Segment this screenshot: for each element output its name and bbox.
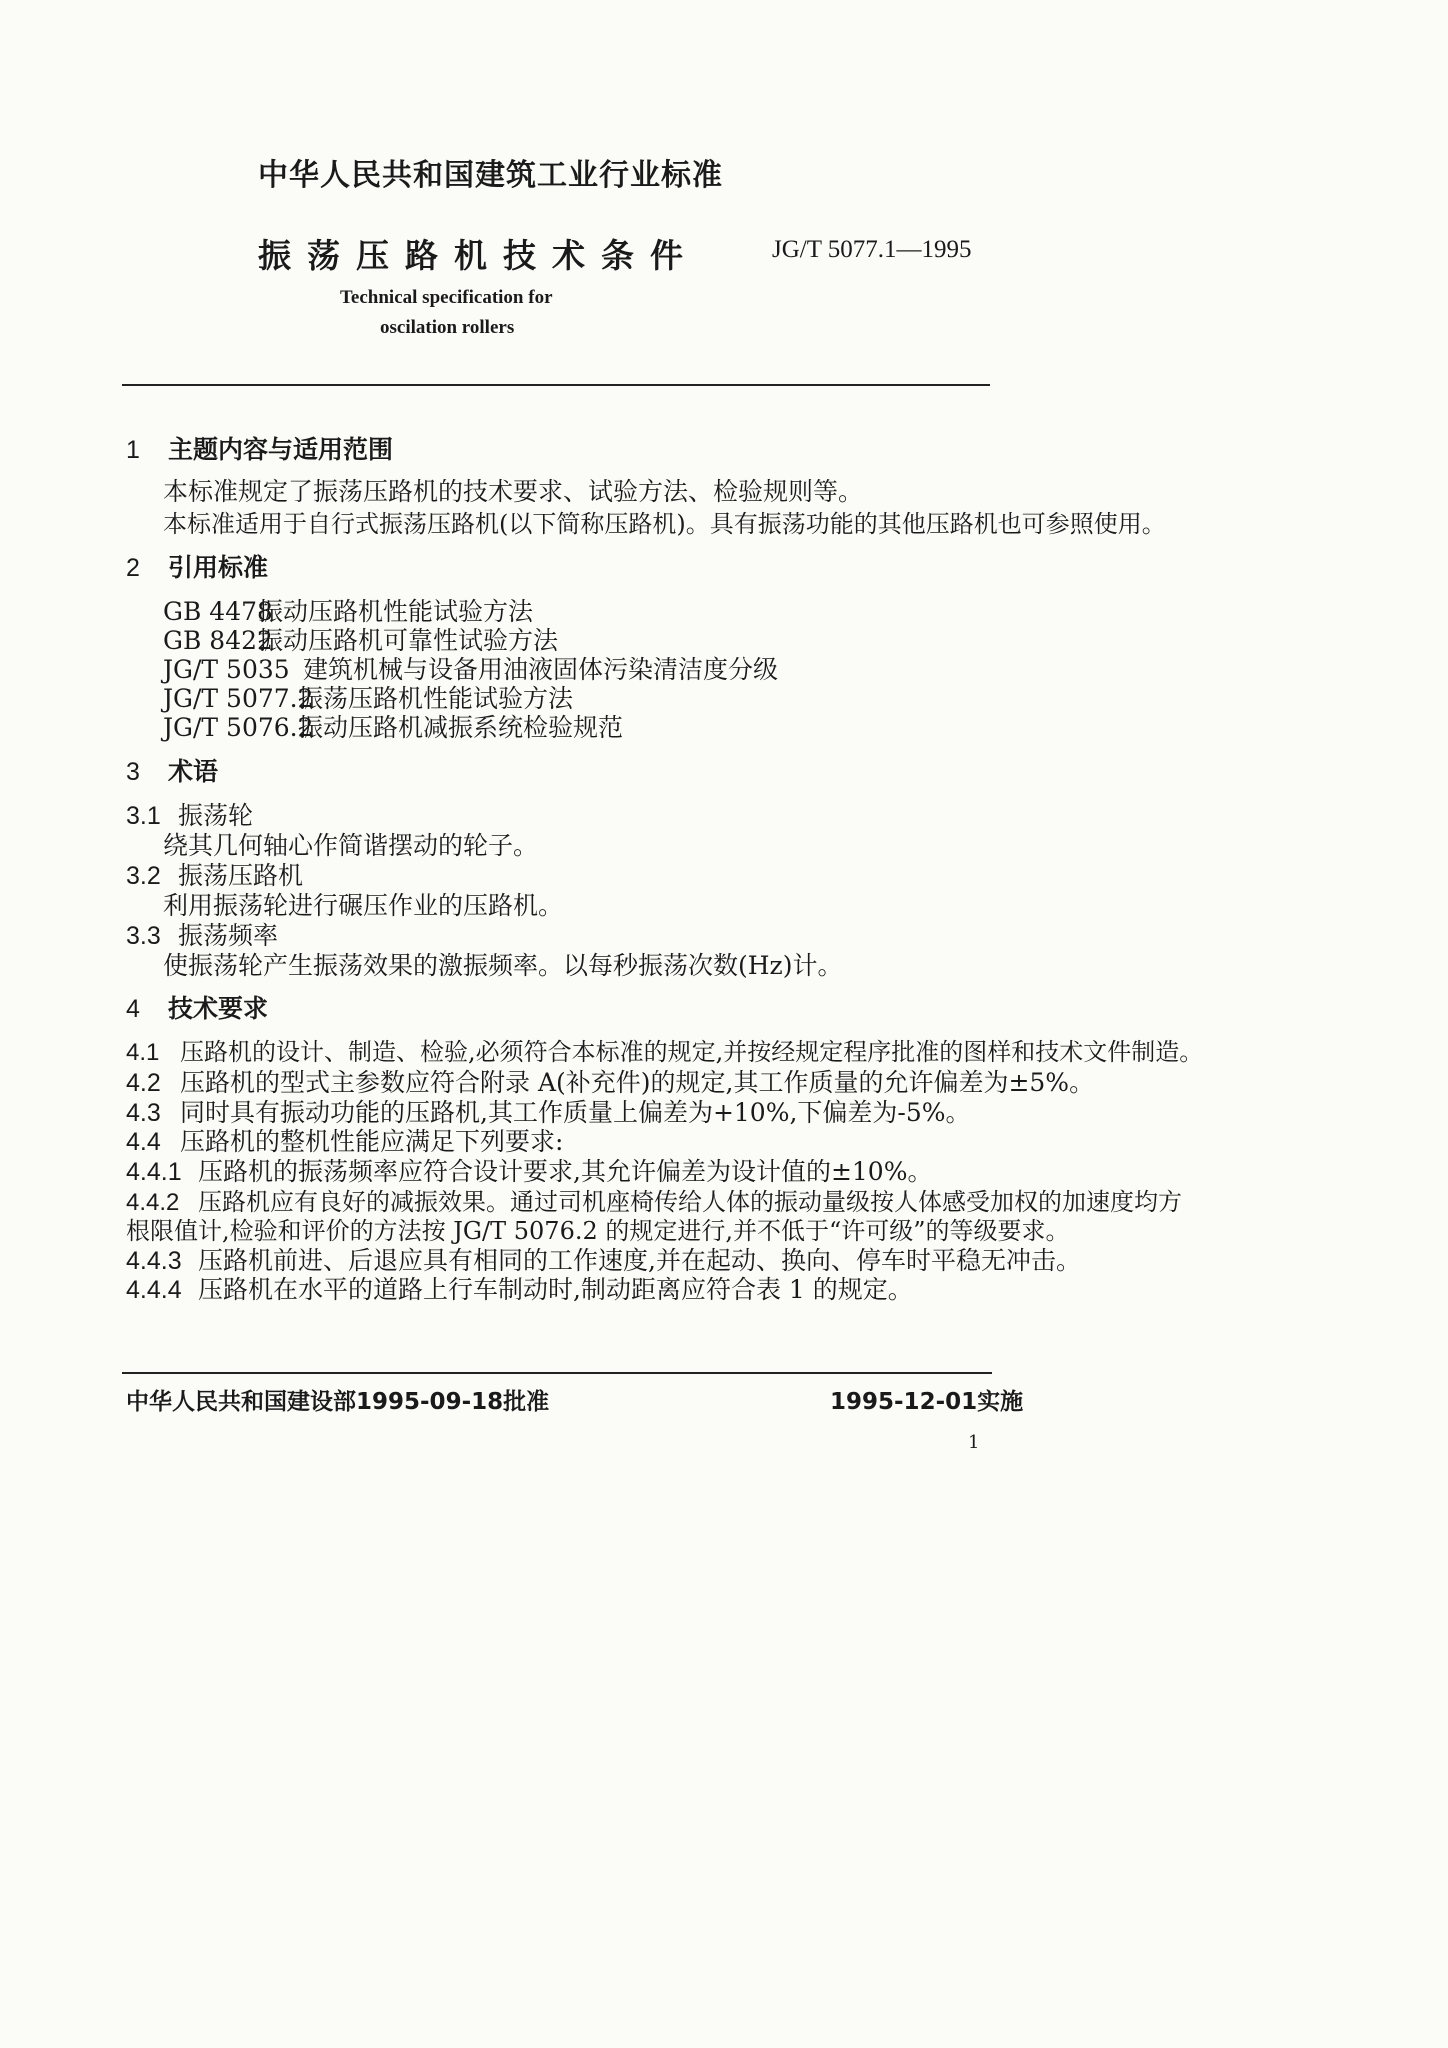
reference-item bbox=[163, 708, 623, 744]
english-title-line2: oscilation rollers bbox=[380, 317, 515, 338]
reference-code: JG/T 5035 bbox=[163, 655, 290, 684]
reference-name: 振动压路机可靠性试验方法 bbox=[258, 626, 559, 655]
clause-number: 4.2 bbox=[126, 1069, 161, 1097]
reference-name: 振动压路机减振系统检验规范 bbox=[298, 713, 624, 742]
approval-line: 中华人民共和国建设部1995-09-18批准 bbox=[126, 1389, 550, 1415]
term-number: 3.2 bbox=[126, 862, 161, 890]
section-4-heading bbox=[126, 989, 268, 1025]
section-number: 3 bbox=[126, 758, 140, 786]
document-title: 振荡压路机技术条件 bbox=[258, 236, 699, 275]
page-number: 1 bbox=[968, 1432, 980, 1453]
term-definition: 使振荡轮产生振荡效果的激振频率。以每秒振荡次数(Hz)计。 bbox=[163, 951, 843, 980]
reference-code: JG/T 5076.2 bbox=[163, 713, 314, 742]
effective-date: 1995-12-01实施 bbox=[830, 1389, 1024, 1415]
term-name: 振荡压路机 bbox=[178, 861, 304, 890]
clause-text: 压路机应有良好的减振效果。通过司机座椅传给人体的振动量级按人体感受加权的加速度均方 bbox=[198, 1188, 1182, 1216]
section-title: 技术要求 bbox=[168, 994, 269, 1023]
clause-text: 压路机前进、后退应具有相同的工作速度,并在起动、换向、停车时平稳无冲击。 bbox=[198, 1246, 1081, 1275]
clause-text: 压路机的振荡频率应符合设计要求,其允许偏差为设计值的±10%。 bbox=[198, 1157, 933, 1186]
clause-4-4-2-continued: 根限值计,检验和评价的方法按 JG/T 5076.2 的规定进行,并不低于“许可级”的等级要求。 bbox=[126, 1217, 1070, 1245]
term-definition: 绕其几何轴心作简谐摆动的轮子。 bbox=[163, 831, 539, 860]
clause-text: 压路机的设计、制造、检验,必须符合本标准的规定,并按经规定程序批准的图样和技术文件制造。 bbox=[180, 1038, 1204, 1066]
section-title: 术语 bbox=[168, 757, 219, 786]
reference-code: GB 4478 bbox=[163, 597, 273, 626]
section-number: 1 bbox=[126, 436, 140, 464]
section-1-paragraph-1: 本标准规定了振荡压路机的技术要求、试验方法、检验规则等。 bbox=[163, 477, 864, 506]
clause-number: 4.4.1 bbox=[126, 1158, 182, 1186]
section-1-heading bbox=[126, 430, 393, 466]
clause-4-4-4 bbox=[126, 1270, 913, 1306]
clause-number: 4.1 bbox=[126, 1039, 160, 1066]
reference-name: 振荡压路机性能试验方法 bbox=[298, 684, 574, 713]
clause-4-1 bbox=[126, 1032, 1203, 1067]
clause-number: 4.4.2 bbox=[126, 1189, 180, 1216]
term-number: 3.1 bbox=[126, 802, 161, 830]
header-rule bbox=[122, 384, 990, 386]
term-name: 振荡轮 bbox=[178, 801, 254, 830]
section-number: 4 bbox=[126, 995, 140, 1023]
clause-number: 4.3 bbox=[126, 1099, 161, 1127]
clause-text: 压路机在水平的道路上行车制动时,制动距离应符合表 1 的规定。 bbox=[198, 1275, 913, 1304]
section-2-heading bbox=[126, 548, 268, 584]
term-name: 振荡频率 bbox=[178, 921, 279, 950]
footer-rule bbox=[122, 1372, 992, 1374]
clause-text: 压路机的型式主参数应符合附录 A(补充件)的规定,其工作质量的允许偏差为±5%。 bbox=[180, 1068, 1095, 1097]
section-3-heading bbox=[126, 752, 218, 788]
clause-text: 同时具有振动功能的压路机,其工作质量上偏差为+10%,下偏差为-5%。 bbox=[180, 1098, 971, 1127]
english-title-line1: Technical specification for bbox=[340, 287, 553, 308]
reference-code: GB 8422 bbox=[163, 626, 273, 655]
section-title: 引用标准 bbox=[168, 553, 269, 582]
clause-text: 压路机的整机性能应满足下列要求: bbox=[180, 1127, 564, 1156]
term-definition: 利用振荡轮进行碾压作业的压路机。 bbox=[163, 891, 564, 920]
reference-code: JG/T 5077.2 bbox=[163, 684, 314, 713]
clause-number: 4.4 bbox=[126, 1128, 161, 1156]
section-title: 主题内容与适用范围 bbox=[168, 435, 394, 464]
reference-name: 建筑机械与设备用油液固体污染清洁度分级 bbox=[303, 655, 779, 684]
clause-number: 4.4.3 bbox=[126, 1247, 182, 1275]
org-standard-title: 中华人民共和国建筑工业行业标准 bbox=[258, 158, 723, 193]
section-number: 2 bbox=[126, 554, 140, 582]
clause-number: 4.4.4 bbox=[126, 1276, 182, 1304]
standard-code: JG/T 5077.1—1995 bbox=[772, 236, 972, 263]
term-number: 3.3 bbox=[126, 922, 161, 950]
reference-name: 振动压路机性能试验方法 bbox=[258, 597, 534, 626]
section-1-paragraph-2: 本标准适用于自行式振荡压路机(以下简称压路机)。具有振荡功能的其他压路机也可参照使用。 bbox=[163, 510, 1166, 538]
